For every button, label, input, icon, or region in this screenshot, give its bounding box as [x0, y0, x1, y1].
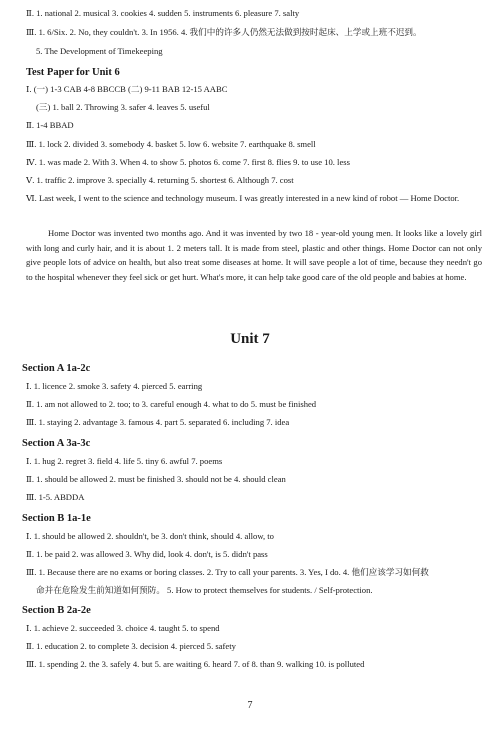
text-line: 命并在危险发生前知道如何预防。 5. How to protect themselves for students. / Self-protection. [36, 585, 373, 595]
text-line: Ⅲ. 1. staying 2. advantage 3. famous 4. part 5. separated 6. including 7. idea [26, 417, 290, 427]
section-heading: Section A 1a-2c [22, 363, 91, 374]
text-line: Ⅲ. 1. Because there are no exams or boring classes. 2. Try to call your parents. 3. Yes, I do. 4. 他们应该学习如何救 [26, 567, 429, 577]
paragraph: Home Doctor was invented two months ago. And it was invented by two 18 - year-old young men. It looks like a lovely girl with long and curly hair, and it is about 1. 2 meters tall. It is made from steel, plastic and other things. Home Doctor can not only give people lots of advice on health, but also treat some diseases at home. It will save people a lot of time, because they needn't go to the hospital whenever they feel sick or get hurt. What's more, it can help take good care of the old people and babies at home. [26, 228, 482, 282]
text-line: Ⅱ. 1-4 BBAD [26, 120, 74, 130]
text-line: Ⅱ. 1. am not allowed to 2. too; to 3. careful enough 4. what to do 5. must be finished [26, 399, 317, 409]
text-line: Ⅰ. 1. should be allowed 2. shouldn't, be 3. don't think, should 4. allow, to [26, 531, 274, 541]
paragraph: Ⅵ. Last week, I went to the science and technology museum. I was greatly interested in a new kind of robot — Home Doctor. [26, 193, 460, 203]
text-line: Ⅱ. 1. national 2. musical 3. cookies 4. sudden 5. instruments 6. pleasure 7. salty [26, 8, 300, 18]
text-line: Ⅰ. (一) 1-3 CAB 4-8 BBCCB (二) 9-11 BAB 12-15 AABC [26, 84, 228, 94]
text-line: Ⅱ. 1. education 2. to complete 3. decision 4. pierced 5. safety [26, 641, 236, 651]
page-number: 7 [247, 700, 253, 711]
section-heading: Section A 3a-3c [22, 438, 91, 449]
text-line: Ⅴ. 1. traffic 2. improve 3. specially 4. returning 5. shortest 6. Although 7. cost [26, 175, 294, 185]
text-line: Ⅰ. 1. licence 2. smoke 3. safety 4. pierced 5. earring [26, 381, 203, 391]
unit-title: Unit 7 [230, 331, 270, 347]
section-heading: Test Paper for Unit 6 [26, 67, 120, 78]
text-line: Ⅱ. 1. be paid 2. was allowed 3. Why did, look 4. don't, is 5. didn't pass [26, 549, 268, 559]
text-line: Ⅲ. 1. 6/Six. 2. No, they couldn't. 3. In 1956. 4. 我们中的许多人仍然无法做到按时起床、上学或上班不迟到。 [26, 27, 422, 37]
text-line: Ⅰ. 1. hug 2. regret 3. field 4. life 5. tiny 6. awful 7. poems [26, 456, 223, 466]
text-line: Ⅲ. 1. spending 2. the 3. safely 4. but 5. are waiting 6. heard 7. of 8. than 9. walking 10. is polluted [26, 659, 365, 669]
text-line: Ⅱ. 1. should be allowed 2. must be finished 3. should not be 4. should clean [26, 474, 286, 484]
text-line: Ⅳ. 1. was made 2. With 3. When 4. to show 5. photos 6. come 7. first 8. flies 9. to use 10. less [26, 157, 350, 167]
section-heading: Section B 2a-2e [22, 605, 91, 616]
text-line: Ⅰ. 1. achieve 2. succeeded 3. choice 4. taught 5. to spend [26, 623, 220, 633]
text-line: Ⅲ. 1-5. ABDDA [26, 492, 85, 502]
text-line: (三) 1. ball 2. Throwing 3. safer 4. leaves 5. useful [36, 102, 210, 112]
section-heading: Section B 1a-1e [22, 513, 91, 524]
text-line: Ⅲ. 1. lock 2. divided 3. somebody 4. basket 5. low 6. website 7. earthquake 8. smell [26, 139, 316, 149]
text-line: 5. The Development of Timekeeping [36, 46, 163, 56]
